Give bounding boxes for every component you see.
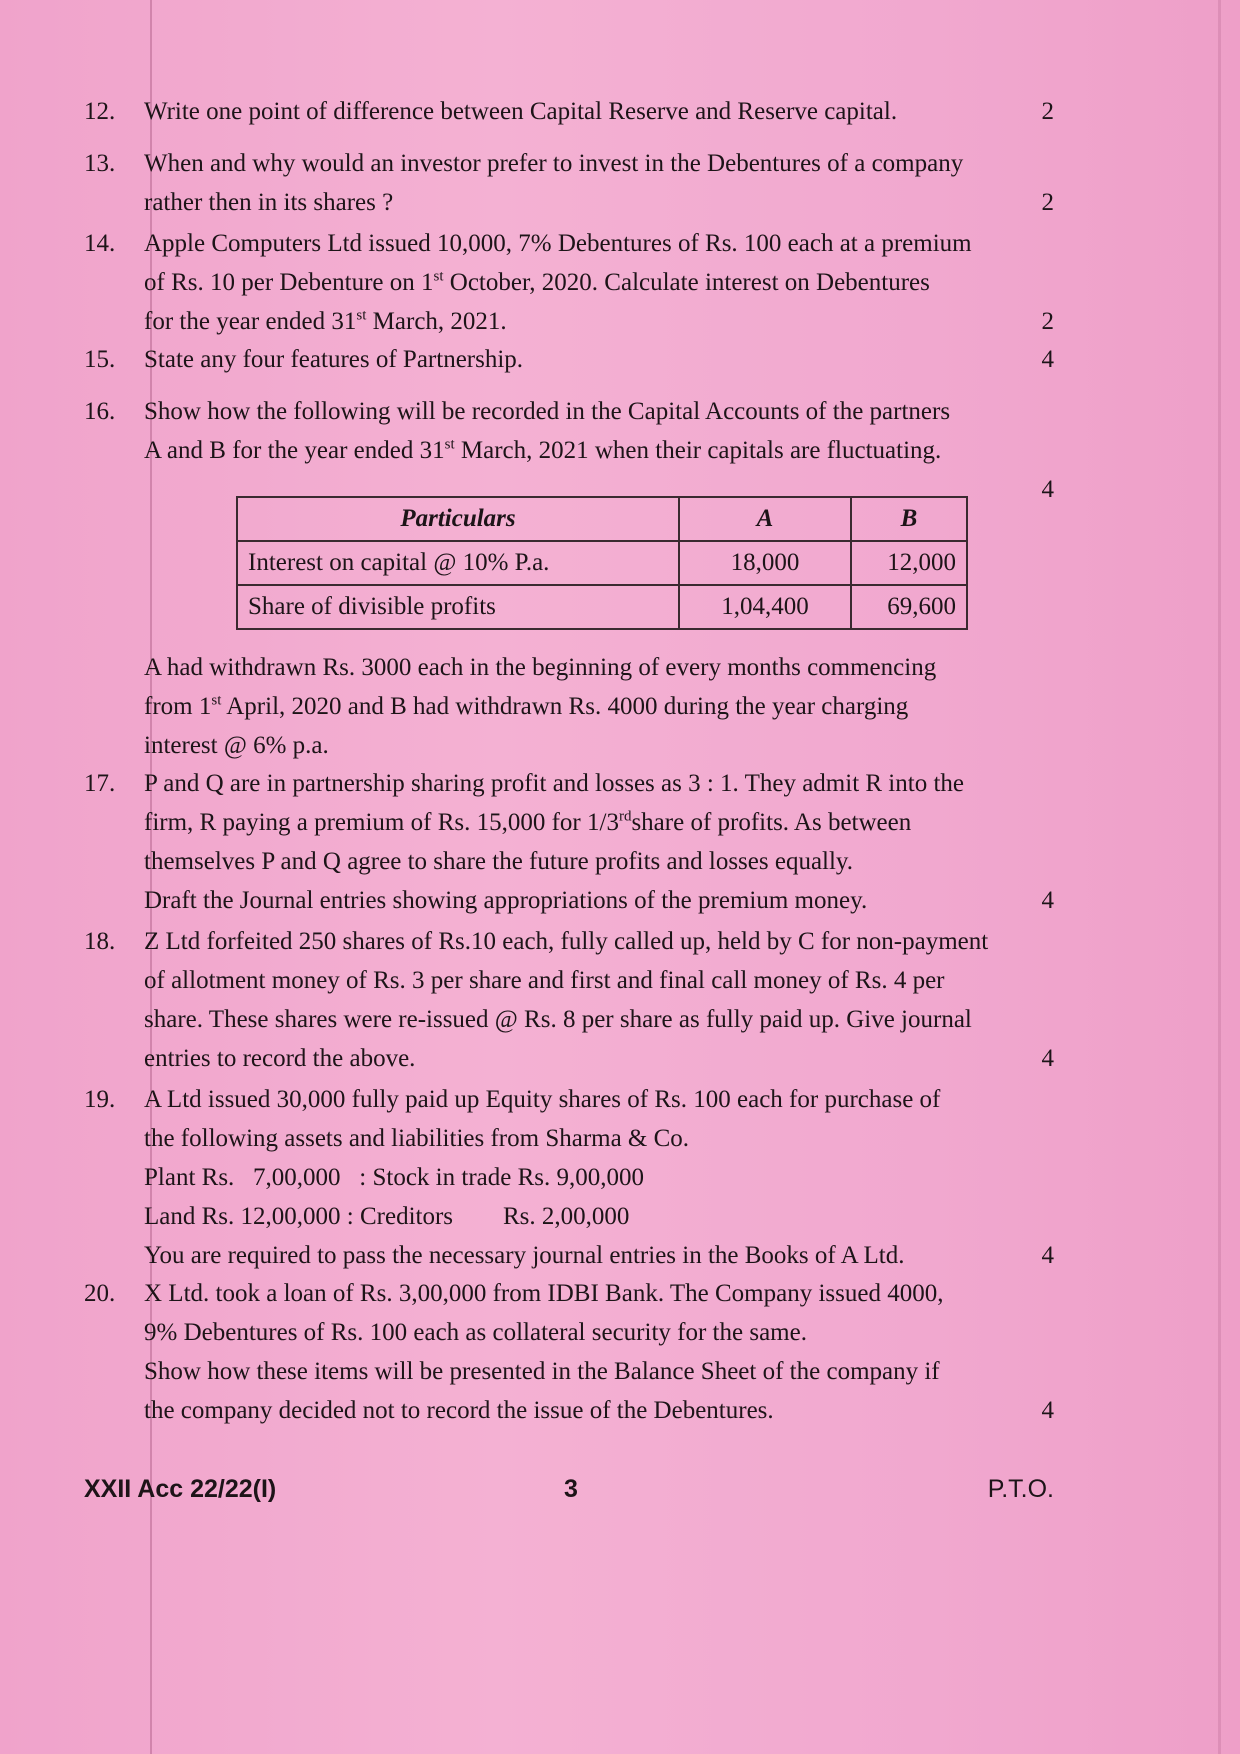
- question-marks: 4: [1041, 1397, 1054, 1424]
- table-row: [237, 585, 967, 629]
- partners-table: [236, 496, 968, 630]
- question-text: Z Ltd forfeited 250 shares of Rs.10 each, fully called up, held by C for non-payment: [144, 928, 989, 955]
- question-marks: 4: [1041, 1045, 1054, 1072]
- question-marks: 4: [1041, 1242, 1054, 1269]
- question-text: themselves P and Q agree to share the future profits and losses equally.: [144, 848, 854, 875]
- table-cell: 69,600: [851, 585, 967, 629]
- question-number: 12.: [84, 98, 116, 125]
- question-marks: 4: [1041, 476, 1054, 503]
- question-text: rather then in its shares ?: [144, 189, 394, 216]
- question-text: Show how the following will be recorded in the Capital Accounts of the partners: [144, 398, 951, 425]
- question-marks: 4: [1041, 346, 1054, 373]
- question-text: Plant Rs. 7,00,000 : Stock in trade Rs. 9,00,000: [144, 1164, 644, 1191]
- question-text: from 1st April, 2020 and B had withdrawn Rs. 4000 during the year charging: [144, 692, 909, 720]
- question-text: of Rs. 10 per Debenture on 1st October, 2020. Calculate interest on Debentures: [144, 268, 930, 296]
- question-text: Apple Computers Ltd issued 10,000, 7% Debentures of Rs. 100 each at a premium: [144, 230, 972, 257]
- question-text: share. These shares were re-issued @ Rs. 8 per share as fully paid up. Give journal: [144, 1006, 972, 1033]
- page-number: 3: [564, 1475, 578, 1503]
- question-text: firm, R paying a premium of Rs. 15,000 for 1/3rdshare of profits. As between: [144, 808, 912, 836]
- table-row: [237, 541, 967, 585]
- question-number: 13.: [84, 150, 116, 177]
- question-text: the following assets and liabilities from Sharma & Co.: [144, 1125, 690, 1152]
- question-text: the company decided not to record the issue of the Debentures.: [144, 1397, 774, 1424]
- question-text: of allotment money of Rs. 3 per share and first and final call money of Rs. 4 per: [144, 967, 945, 994]
- question-text: A Ltd issued 30,000 fully paid up Equity shares of Rs. 100 each for purchase of: [144, 1086, 941, 1113]
- question-number: 18.: [84, 928, 116, 955]
- question-text: A had withdrawn Rs. 3000 each in the beginning of every months commencing: [144, 654, 937, 681]
- table-header: B: [851, 497, 967, 541]
- question-marks: 4: [1041, 887, 1054, 914]
- table-cell: 1,04,400: [679, 585, 851, 629]
- table-cell: Share of divisible profits: [237, 585, 679, 629]
- pto-label: P.T.O.: [987, 1475, 1054, 1503]
- question-text: P and Q are in partnership sharing profit and losses as 3 : 1. They admit R into the: [144, 770, 964, 797]
- question-marks: 2: [1041, 308, 1054, 335]
- question-number: 19.: [84, 1086, 116, 1113]
- question-text: You are required to pass the necessary journal entries in the Books of A Ltd.: [144, 1242, 905, 1269]
- question-text: Land Rs. 12,00,000 : Creditors Rs. 2,00,000: [144, 1203, 630, 1230]
- question-text: Write one point of difference between Capital Reserve and Reserve capital.: [144, 98, 898, 125]
- question-marks: 2: [1041, 98, 1054, 125]
- question-text: 9% Debentures of Rs. 100 each as collateral security for the same.: [144, 1319, 807, 1346]
- table-header: A: [679, 497, 851, 541]
- question-number: 15.: [84, 346, 116, 373]
- question-text: Show how these items will be presented in the Balance Sheet of the company if: [144, 1358, 940, 1385]
- question-text: entries to record the above.: [144, 1045, 416, 1072]
- table-header: Particulars: [237, 497, 679, 541]
- table-cell: 18,000: [679, 541, 851, 585]
- question-text: When and why would an investor prefer to invest in the Debentures of a company: [144, 150, 964, 177]
- question-number: 16.: [84, 398, 116, 425]
- table-header-row: [237, 497, 967, 541]
- question-text: State any four features of Partnership.: [144, 346, 524, 373]
- paper-code: XXII Acc 22/22(I): [84, 1475, 277, 1503]
- question-number: 14.: [84, 230, 116, 257]
- table-cell: 12,000: [851, 541, 967, 585]
- table-cell: Interest on capital @ 10% P.a.: [237, 541, 679, 585]
- question-text: X Ltd. took a loan of Rs. 3,00,000 from IDBI Bank. The Company issued 4000,: [144, 1280, 944, 1307]
- question-text: for the year ended 31st March, 2021.: [144, 307, 507, 335]
- question-number: 17.: [84, 770, 116, 797]
- paper-edge-line: [1218, 0, 1221, 1754]
- question-number: 20.: [84, 1280, 116, 1307]
- question-text: interest @ 6% p.a.: [144, 732, 329, 759]
- question-text: A and B for the year ended 31st March, 2021 when their capitals are fluctuating.: [144, 436, 942, 464]
- question-text: Draft the Journal entries showing appropriations of the premium money.: [144, 887, 868, 914]
- question-marks: 2: [1041, 189, 1054, 216]
